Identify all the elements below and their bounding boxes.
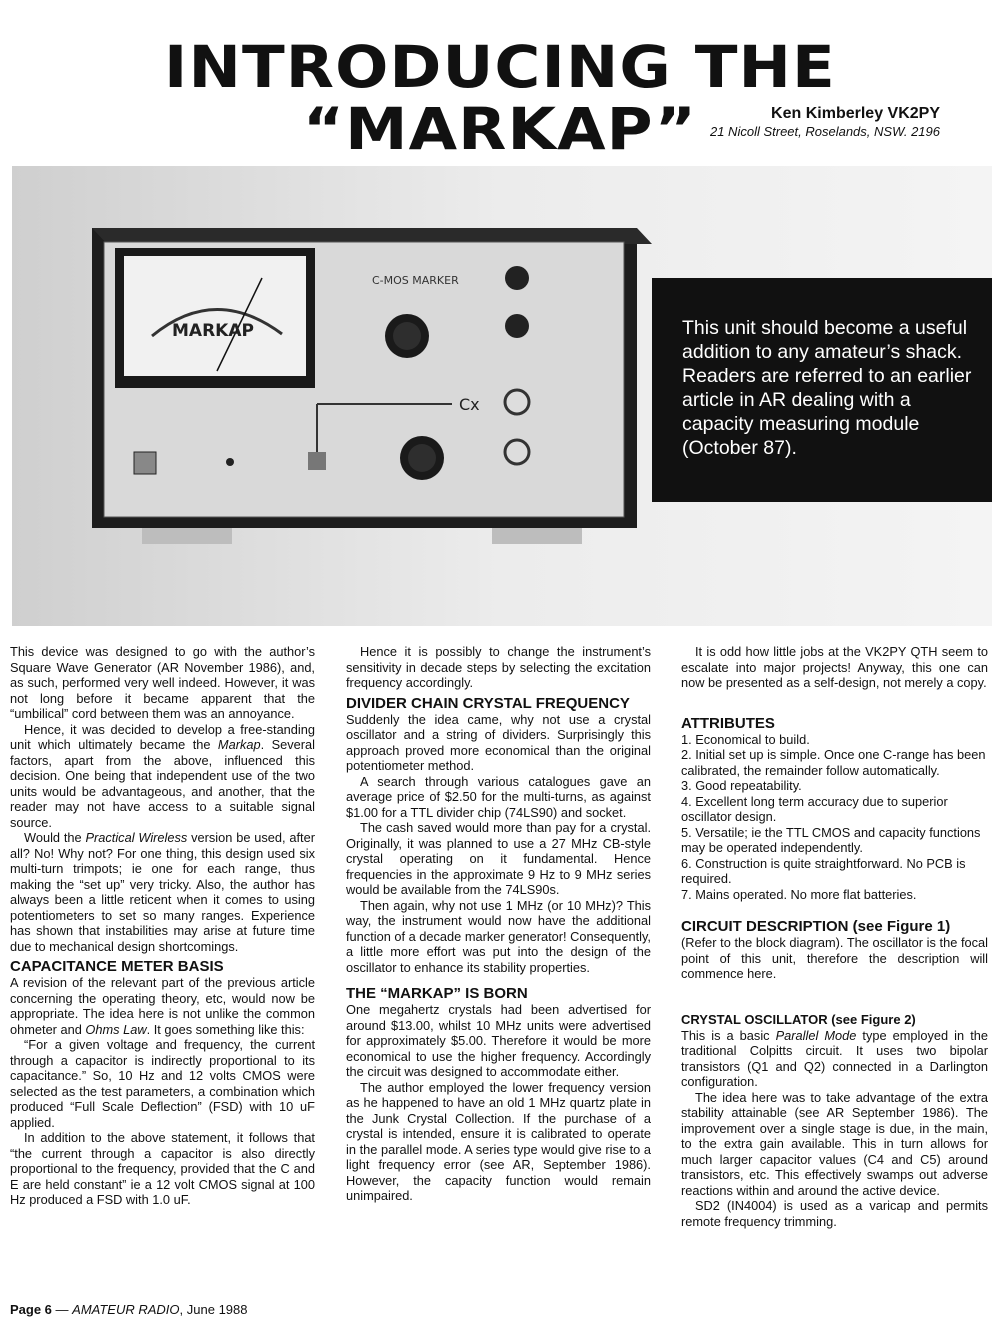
magazine-name: AMATEUR RADIO [72,1302,180,1317]
column-2 [346,644,651,1204]
attributes-list [681,732,988,903]
paragraph: This device was designed to go with the author’s Square Wave Generator (AR November 1986), and, as such, performed very well indeed. However, it was not long before it became apparent that the “umbilical” cord between them was an annoyance. [10,644,315,721]
paragraph: It is odd how little jobs at the VK2PY QTH seem to escalate into major projects! Anyway, this one can now be presented as a self-design, not merely a copy. [681,644,988,690]
author-name: Ken Kimberley VK2PY [771,105,940,122]
subsection-heading: CRYSTAL OSCILLATOR (see Figure 2) [681,1011,916,1027]
paragraph: Then again, why not use 1 MHz (or 10 MHz)? This way, the instrument would now have the additional function of a decade marker generator! Consequently, a little more effort was put into the design of the oscillator to enhance its stability properties. [346,897,651,975]
paragraph: Hence, it was decided to develop a free-standing unit which ultimately became the Markap. Several factors, apart from the above, influenced this decision. One being that independent use of the two units would be advantageous, and another, that the reader may not have access to a suitable signal source. [10,721,315,830]
list-item: 7. Mains operated. No more flat batteries. [681,886,917,902]
paragraph: Suddenly the idea came, why not use a crystal oscillator and a string of dividers. Surprisingly this approach proved more economical than the original potentiometer method. [346,711,651,773]
paragraph: A search through various catalogues gave an average price of $2.50 for the multi-turns, as against $1.00 for a TTL divider chip (74LS90) and socket. [346,773,651,820]
list-item: 2. Initial set up is simple. Once one C-range has been calibrated, the remainder follow automatically. [681,747,986,778]
page-number: Page 6 [10,1302,52,1317]
section-heading: CIRCUIT DESCRIPTION (see Figure 1) [681,918,951,935]
section-heading: DIVIDER CHAIN CRYSTAL FREQUENCY [346,694,630,712]
issue-date: , June 1988 [179,1302,248,1317]
panel-label: C-MOS MARKER [372,274,459,287]
article-title: INTRODUCING THE “MARKAP” [164,33,836,163]
list-item: 4. Excellent long term accuracy due to superior oscillator design. [681,793,948,824]
column-1 [10,644,315,1208]
list-item: 3. Good repeatability. [681,778,802,793]
paragraph: “For a given voltage and frequency, the current through a capacitor is indirectly proportional to its capacitance.” So, 10 Hz and 12 volts CMOS were selected as the test parameters, a combination which produced “Full Scale Deflection” (FSD) with 10 uF applied. [10,1037,315,1130]
byline [710,104,940,140]
paragraph: Hence it is possibly to change the instrument’s sensitivity in decade steps by selecting the excitation frequency accordingly. [346,644,651,690]
page-footer: Page 6 — AMATEUR RADIO, June 1988 [10,1302,248,1317]
paragraph: The author employed the lower frequency version as he happened to have an old 1 MHz quartz plate in the Junk Crystal Collection. If the purchase of a crystal is intended, ensure it is calibrated to operate in the parallel mode. A series type would give rise to a light frequency error (see AR, September 1986). However, the capacity function would remain unimpaired. [346,1079,651,1203]
list-item: 1. Economical to build. [681,731,810,747]
cx-label: Cx [459,395,480,414]
paragraph: This is a basic Parallel Mode type employed in the traditional Colpitts circuit. It uses two bipolar transistors (Q1 and Q2) connected in a Darlington configuration. [681,1027,988,1089]
section-heading: CAPACITANCE METER BASIS [10,958,224,975]
paragraph: The idea here was to take advantage of the extra stability attainable (see AR September 1986). The improvement over a single stage is due, in the main, to the extra gain available. This in turn allows for much larger capacitor values (C4 and C5) around transistors, etc. This effectively swamps out adverse reactions within and around the active device. [681,1089,988,1198]
paragraph: Would the Practical Wireless version be used, after all? No! Why not? For one thing, this design used six multi-turn trimpots; ie one for each range, thus making the “set up” very tricky. Also, the author has always been a little reticent when it comes to using potentiometers to set so many ranges. Experience has shown that instabilities may arise at future time due to mechanical design shortcomings. [10,830,315,954]
list-item: 6. Construction is quite straightforward. No PCB is required. [681,855,966,886]
meter-label: MARKAP [172,321,254,341]
paragraph: (Refer to the block diagram). The oscillator is the focal point of this unit, therefore the description will commence here. [681,935,988,981]
section-heading: ATTRIBUTES [681,714,775,732]
column-3 [681,644,988,1229]
callout-box: This unit should become a useful addition to any amateur’s shack. Readers are referred to an earlier article in AR dealing with a capacity measuring module (October 87). [652,278,992,502]
author-address: 21 Nicoll Street, Roselands, NSW. 2196 [709,124,940,139]
paragraph: In addition to the above statement, it follows that “the current through a capacitor is also directly proportional to the frequency, provided that the C and E are held constant” ie a 12 volt CMOS signal at 100 Hz produced a FSD with 1.0 uF. [10,1130,315,1207]
list-item: 5. Versatile; ie the TTL CMOS and capacity functions may be operated independently. [681,824,981,855]
paragraph: One megahertz crystals had been advertised for around $13.00, whilst 10 MHz units were advertised for approximately $5.00. Therefore it would be more economical to use the higher frequency. Accordingly the circuit was designed to accommodate either. [346,1002,651,1079]
section-heading: THE “MARKAP” IS BORN [346,985,528,1002]
paragraph: SD2 (IN4004) is used as a varicap and permits remote frequency trimming. [681,1198,988,1229]
paragraph: The cash saved would more than pay for a crystal. Originally, it was planned to use a 27 MHz CB-style crystal operating on it fundamental. Hence frequencies in the approximate 9 Hz to 9 MHz series would be available from the 74LS90s. [346,820,651,897]
paragraph: A revision of the relevant part of the previous article concerning the operating theory, etc, would now be appropriate. The idea here is not unlike the common ohmeter and Ohms Law. It goes something like this: [10,975,315,1037]
